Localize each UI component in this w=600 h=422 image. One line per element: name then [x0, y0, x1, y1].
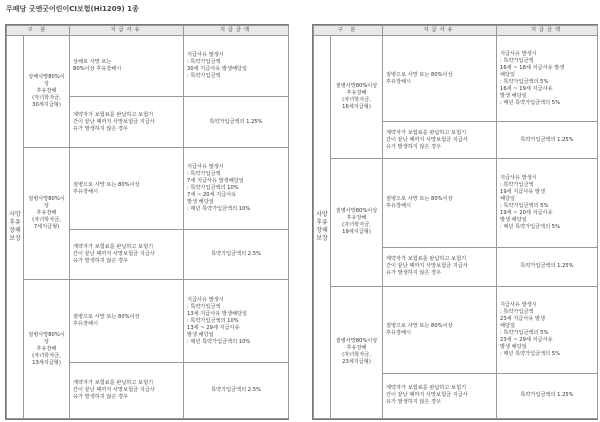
payment-cause-text: 상해로 사망 또는 80%이상 후유장해시	[73, 59, 122, 72]
payment-cause	[70, 97, 184, 148]
payment-amount-text: 지급사유 발생시 : 특약가입금액 30세 지급사유 발생해당일 : 특약가입금액	[187, 52, 248, 79]
payment-amount	[184, 280, 289, 363]
right-page-table	[312, 24, 598, 420]
payment-amount-text: 특약가입금액의 1.25%	[520, 392, 574, 399]
payment-amount	[497, 159, 598, 247]
payment-cause	[383, 373, 497, 418]
payment-cause	[383, 122, 497, 159]
coverage-kind-text: 질병사망80%이상 후유장해 (자녀학자금, 19세지급형)	[335, 208, 378, 236]
payment-amount	[184, 363, 289, 419]
table-row	[7, 148, 289, 230]
payment-amount	[497, 122, 598, 159]
payment-cause-text: 질병으로 사망 또는 80%이상 후유장해시	[73, 314, 140, 327]
payment-cause-text: 계약자가 보험료를 완납하고 보험기 간이 끝난 때까지 사망보험금 지급사 유가 발생하지 않은 경우	[386, 385, 468, 406]
section-text: 사망후유장해보장	[9, 211, 21, 242]
payment-cause-text: 질병으로 사망 또는 80%이상 후유장해시	[386, 195, 453, 209]
table-row	[7, 280, 289, 363]
header-row	[314, 26, 598, 36]
payment-cause-text: 계약자가 보험료를 완납하고 보험기 간이 끝난 때까지 사망보험금 지급사 유가 발생하지 않은 경우	[386, 256, 468, 277]
payment-amount	[497, 286, 598, 373]
payment-amount-text: 지급사유 발생시 : 특약가입금액 23세 지급사유 발생 해당일 : 특약가입금액의 5% 23세 ~ 29세 지급사유 발생 해당일 : 매년 특약가입금액의 5%	[500, 301, 561, 357]
payment-cause	[70, 280, 184, 363]
payment-amount	[184, 36, 289, 97]
table-row	[314, 159, 598, 247]
payment-amount	[184, 148, 289, 230]
section-label	[7, 36, 24, 419]
coverage-kind	[331, 286, 383, 418]
payment-amount-text: 특약가입금액의 1.25%	[520, 136, 574, 143]
payment-amount-text: 지급사유 발생시 : 특약가입금액 13세 지급사유 발생해당일 : 특약가입금액의 10% 13세 ~ 29세 지급사유 발생 해당일 : 매년 특약가입금액의 10%	[187, 296, 251, 345]
header-cause: 지급사유	[70, 26, 184, 36]
payment-cause	[383, 247, 497, 286]
payment-amount	[184, 97, 289, 148]
left-page-table	[5, 24, 289, 420]
payment-amount-text: 지급사유 발생시 : 특약가입금액 19세 지급사유 발생 해당일 : 특약가입금액의 5% 19세 ~ 20세 지급사유 발생 해당일 : 매년 특약가입금액의 5%	[500, 174, 561, 230]
header-category: 구 분	[7, 26, 70, 36]
coverage-kind	[331, 159, 383, 286]
payment-amount-text: 지급사유 발생시 : 특약가입금액 7세 지급사유 발생해당일 : 특약가입금액의 10% 7세 ~ 20세 지급사유 발생 해당일 : 매년 특약가입금액의 10%	[187, 164, 251, 212]
header-amount: 지급금액	[497, 26, 598, 36]
coverage-kind-text: 질병사망80%이상 후유장해 (자녀학자금, 7세지급형)	[28, 196, 65, 230]
payment-cause-text: 질병으로 사망 또는 80%이상 후유장해시	[386, 71, 453, 85]
payment-cause	[383, 286, 497, 373]
coverage-kind-text: 질병사망80%이상 후유장해 (자녀학자금, 13세지급형)	[28, 331, 65, 366]
payment-amount	[184, 230, 289, 280]
header-category: 구 분	[314, 26, 383, 36]
payment-cause	[383, 159, 497, 247]
payment-cause	[70, 36, 184, 97]
payment-amount-text: 특약가입금액의 2.5%	[211, 251, 261, 257]
coverage-kind	[331, 36, 383, 159]
payment-amount	[497, 247, 598, 286]
payment-amount-text: 지급사유 발생시 : 특약가입금액 16세 ~ 18세 지급사유 발생 해당일 : 특약가입금액의 5% 16세 ~ 19세 지급사유 발생 해당일 : 매년 특약가입금액의 5%	[500, 50, 565, 106]
table-row	[314, 286, 598, 373]
section-text: 사망후유장해보장	[316, 211, 328, 243]
payment-cause-text: 계약자가 보험료를 완납하고 보험기 간이 끝난 때까지 사망보험금 지급사 유가 발생하지 않은 경우	[386, 129, 468, 150]
payment-amount	[497, 36, 598, 122]
payment-cause	[70, 230, 184, 280]
header-row	[7, 26, 289, 36]
payment-cause	[70, 363, 184, 419]
payment-cause-text: 계약자가 보험료를 완납하고 보험기 간이 끝난 때까지 사망보험금 지급사 유가 발생하지 않은 경우	[73, 380, 155, 400]
payment-cause	[383, 36, 497, 122]
coverage-kind-text: 질병사망80%이상 후유장해 (자녀학자금, 16세지급형)	[335, 83, 378, 111]
benefit-table-right	[313, 25, 598, 419]
payment-amount-text: 특약가입금액의 2.5%	[211, 387, 261, 393]
payment-cause-text: 계약자가 보험료를 완납하고 보험기 간이 끝난 때까지 사망보험금 지급사 유가 발생하지 않은 경우	[73, 111, 155, 132]
payment-amount-text: 특약가입금액의 1.25%	[209, 118, 263, 125]
table-row	[7, 36, 289, 97]
payment-cause-text: 질병으로 사망 또는 80%이상 후유장해시	[386, 322, 453, 336]
table-row	[314, 36, 598, 122]
coverage-kind	[24, 36, 70, 148]
payment-cause-text: 질병으로 사망 또는 80%이상 후유장해시	[73, 181, 140, 195]
coverage-kind-text: 상해사망80%이상 후유장해 (자녀학자금, 30세지급형)	[28, 74, 65, 108]
coverage-kind	[24, 148, 70, 280]
coverage-kind-text: 질병사망80%이상 후유장해 (자녀학자금, 23세지급형)	[335, 338, 378, 366]
header-amount: 지급금액	[184, 26, 289, 36]
payment-cause-text: 계약자가 보험료를 완납하고 보험기 간이 끝난 때까지 사망보험금 지급사 유가 발생하지 않은 경우	[73, 244, 155, 264]
benefit-table-left	[6, 25, 289, 419]
payment-amount-text: 특약가입금액의 1.25%	[520, 263, 574, 270]
coverage-kind	[24, 280, 70, 419]
payment-amount	[497, 373, 598, 418]
document-title: 무배당 굿앤굿어린이CI보험(Hi1209) 1종	[6, 5, 139, 13]
payment-cause	[70, 148, 184, 230]
section-label	[314, 36, 331, 419]
header-cause: 지급사유	[383, 26, 497, 36]
